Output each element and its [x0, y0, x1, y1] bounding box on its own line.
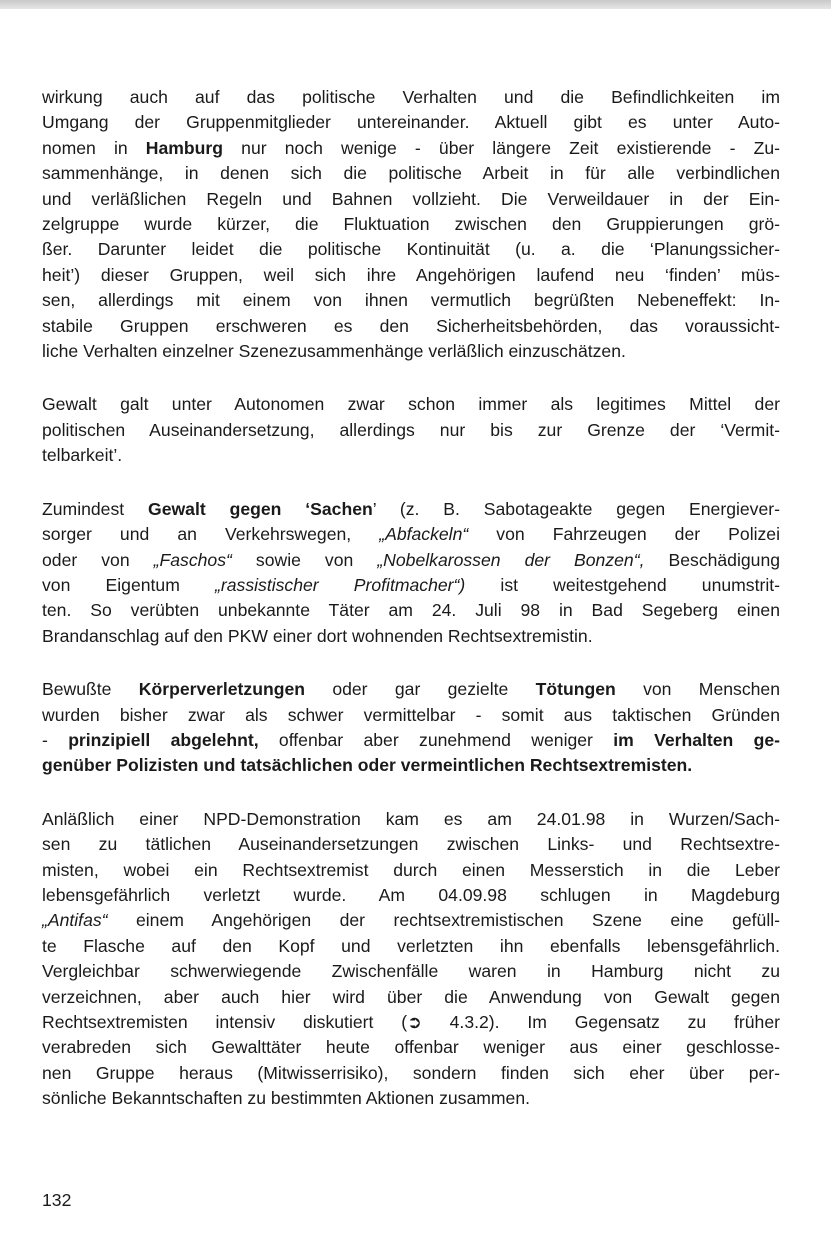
bold-text: im Verhalten ge- [613, 729, 781, 750]
text-line [42, 497, 780, 522]
bold-text: Hamburg [145, 137, 224, 158]
text-run: sowie von [231, 549, 378, 570]
text-run: verabreden sich Gewalttäter heute offenbar weniger aus einer geschlosse- [42, 1037, 780, 1058]
text-line [42, 443, 780, 468]
text-line [42, 908, 780, 933]
text-line [42, 1035, 780, 1060]
paragraph [42, 807, 780, 1112]
text-run: 4.3.2). Im Gegensatz zu früher [421, 1012, 780, 1032]
bold-text: Körperverletzungen [138, 679, 305, 700]
text-run: von Eigentum [42, 574, 216, 595]
text-line [42, 728, 780, 753]
text-run: oder von [42, 549, 154, 570]
text-line [42, 392, 780, 417]
text-run: Bewußte [42, 679, 139, 700]
text-line [42, 110, 780, 135]
text-run: sen, allerdings mit einem von ihnen vermutlich begrüßten Nebeneffekt: In- [42, 290, 780, 311]
text-run: telbarkeit’. [42, 445, 123, 466]
reference-arrow-icon: ➲ [407, 1012, 422, 1032]
paragraph [42, 677, 780, 779]
text-run: Beschädigung [644, 549, 781, 570]
paragraph [42, 85, 780, 364]
bold-text: prinzipiell abgelehnt, [68, 729, 259, 750]
text-run: sorger und an Verkehrswegen, [42, 524, 380, 545]
text-line [42, 598, 780, 623]
paragraph [42, 497, 780, 649]
text-run: oder gar gezielte [304, 679, 536, 700]
text-run: ßer. Darunter leidet die politische Kontinuität (u. a. die ‘Planungssicher- [42, 239, 780, 260]
text-run: Zumindest [42, 498, 149, 519]
text-run: sen zu tätlichen Auseinandersetzungen zwischen Links- und Rechtsextre- [42, 834, 780, 855]
text-line [42, 548, 780, 573]
bold-text: Tötungen [535, 679, 616, 700]
text-line [42, 624, 780, 649]
text-line [42, 212, 780, 237]
text-run: stabile Gruppen erschweren es den Sicherheitsbehörden, das voraussicht- [42, 315, 780, 336]
text-run: te Flasche auf den Kopf und verletzten ihn ebenfalls lebensgefährlich. [42, 935, 780, 956]
text-line [42, 677, 780, 702]
text-run: und verläßlichen Regeln und Bahnen vollzieht. Die Verweildauer in der Ein- [42, 188, 780, 209]
text-line [42, 883, 780, 908]
text-run: zelgruppe wurde kürzer, die Fluktuation zwischen den Gruppierungen grö- [42, 214, 780, 235]
text-line [42, 1061, 780, 1086]
text-run: ten. So verübten unbekannte Täter am 24. Juli 98 in Bad Segeberg einen [42, 600, 780, 621]
text-run: ’ (z. B. Sabotageakte gegen Energiever- [372, 498, 780, 519]
text-run: misten, wobei ein Rechtsextremist durch einen Messerstich in die Leber [42, 859, 780, 880]
text-run: sammenhänge, in denen sich die politische Arbeit in für alle verbindlichen [42, 163, 780, 184]
text-line [42, 136, 780, 161]
text-line [42, 161, 780, 186]
bold-text: Gewalt gegen ‘Sachen [148, 498, 373, 519]
text-line [42, 85, 780, 110]
text-line [42, 807, 780, 832]
document-body [42, 85, 780, 1140]
text-line [42, 339, 780, 364]
text-run: nen Gruppe heraus (Mitwisserrisiko), sondern finden sich eher über per- [42, 1062, 780, 1083]
text-run: Gewalt galt unter Autonomen zwar schon immer als legitimes Mittel der [42, 394, 780, 415]
text-line [42, 522, 780, 547]
text-line [42, 753, 780, 778]
paragraph [42, 392, 780, 468]
text-run: von Menschen [615, 679, 780, 700]
italic-text: „rassistischer Profitmacher“) [215, 574, 466, 595]
text-run: ist weitestgehend unumstrit- [465, 574, 780, 595]
text-line [42, 832, 780, 857]
italic-text: „Abfackeln“ [379, 524, 469, 545]
text-line [42, 959, 780, 984]
text-line [42, 703, 780, 728]
text-line [42, 1010, 780, 1035]
text-run: Umgang der Gruppenmitglieder untereinander. Aktuell gibt es unter Auto- [42, 112, 780, 133]
text-run: lebensgefährlich verletzt wurde. Am 04.09.98 schlugen in Magdeburg [42, 884, 780, 905]
text-run: wurden bisher zwar als schwer vermittelbar - somit aus taktischen Gründen [42, 704, 780, 725]
text-run: offenbar aber zunehmend weniger [258, 729, 614, 750]
text-run: nomen in [42, 137, 146, 158]
text-line [42, 187, 780, 212]
italic-text: „Faschos“ [153, 549, 232, 570]
text-run: von Fahrzeugen der Polizei [468, 524, 781, 545]
text-line [42, 573, 780, 598]
text-run: Anläßlich einer NPD-Demonstration kam es am 24.01.98 in Wurzen/Sach- [42, 808, 780, 829]
text-line [42, 934, 780, 959]
text-line [42, 858, 780, 883]
text-line [42, 288, 780, 313]
text-run: wirkung auch auf das politische Verhalten und die Befindlichkeiten im [42, 87, 780, 107]
text-line [42, 263, 780, 288]
text-run: einem Angehörigen der rechtsextremistischen Szene eine gefüll- [107, 910, 780, 931]
text-line [42, 237, 780, 262]
text-line [42, 1086, 780, 1111]
text-run: liche Verhalten einzelner Szenezusammenhänge verläßlich einzuschätzen. [42, 341, 626, 362]
text-run: sönliche Bekanntschaften zu bestimmten Aktionen zusammen. [42, 1088, 531, 1109]
text-run: Rechtsextremisten intensiv diskutiert ( [42, 1012, 408, 1032]
text-run: Vergleichbar schwerwiegende Zwischenfälle waren in Hamburg nicht zu [42, 961, 780, 982]
text-run: nur noch wenige - über längere Zeit existierende - Zu- [223, 137, 780, 158]
text-line [42, 418, 780, 443]
text-run: verzeichnen, aber auch hier wird über die Anwendung von Gewalt gegen [42, 986, 780, 1007]
page-top-edge [0, 0, 831, 9]
page-number: 132 [42, 1190, 72, 1210]
text-line [42, 314, 780, 339]
text-run: politischen Auseinandersetzung, allerdings nur bis zur Grenze der ‘Vermit- [42, 419, 780, 440]
italic-text: „Nobelkarossen der Bonzen“, [377, 549, 645, 570]
italic-text: „Antifas“ [42, 910, 108, 931]
text-line [42, 985, 780, 1010]
bold-text: genüber Polizisten und tatsächlichen oder vermeintlichen Rechtsextremisten. [42, 755, 693, 776]
text-run: Brandanschlag auf den PKW einer dort wohnenden Rechtsextremistin. [42, 625, 593, 646]
text-run: heit’) dieser Gruppen, weil sich ihre Angehörigen laufend neu ‘finden’ müs- [42, 264, 780, 285]
text-run: - [42, 729, 69, 750]
